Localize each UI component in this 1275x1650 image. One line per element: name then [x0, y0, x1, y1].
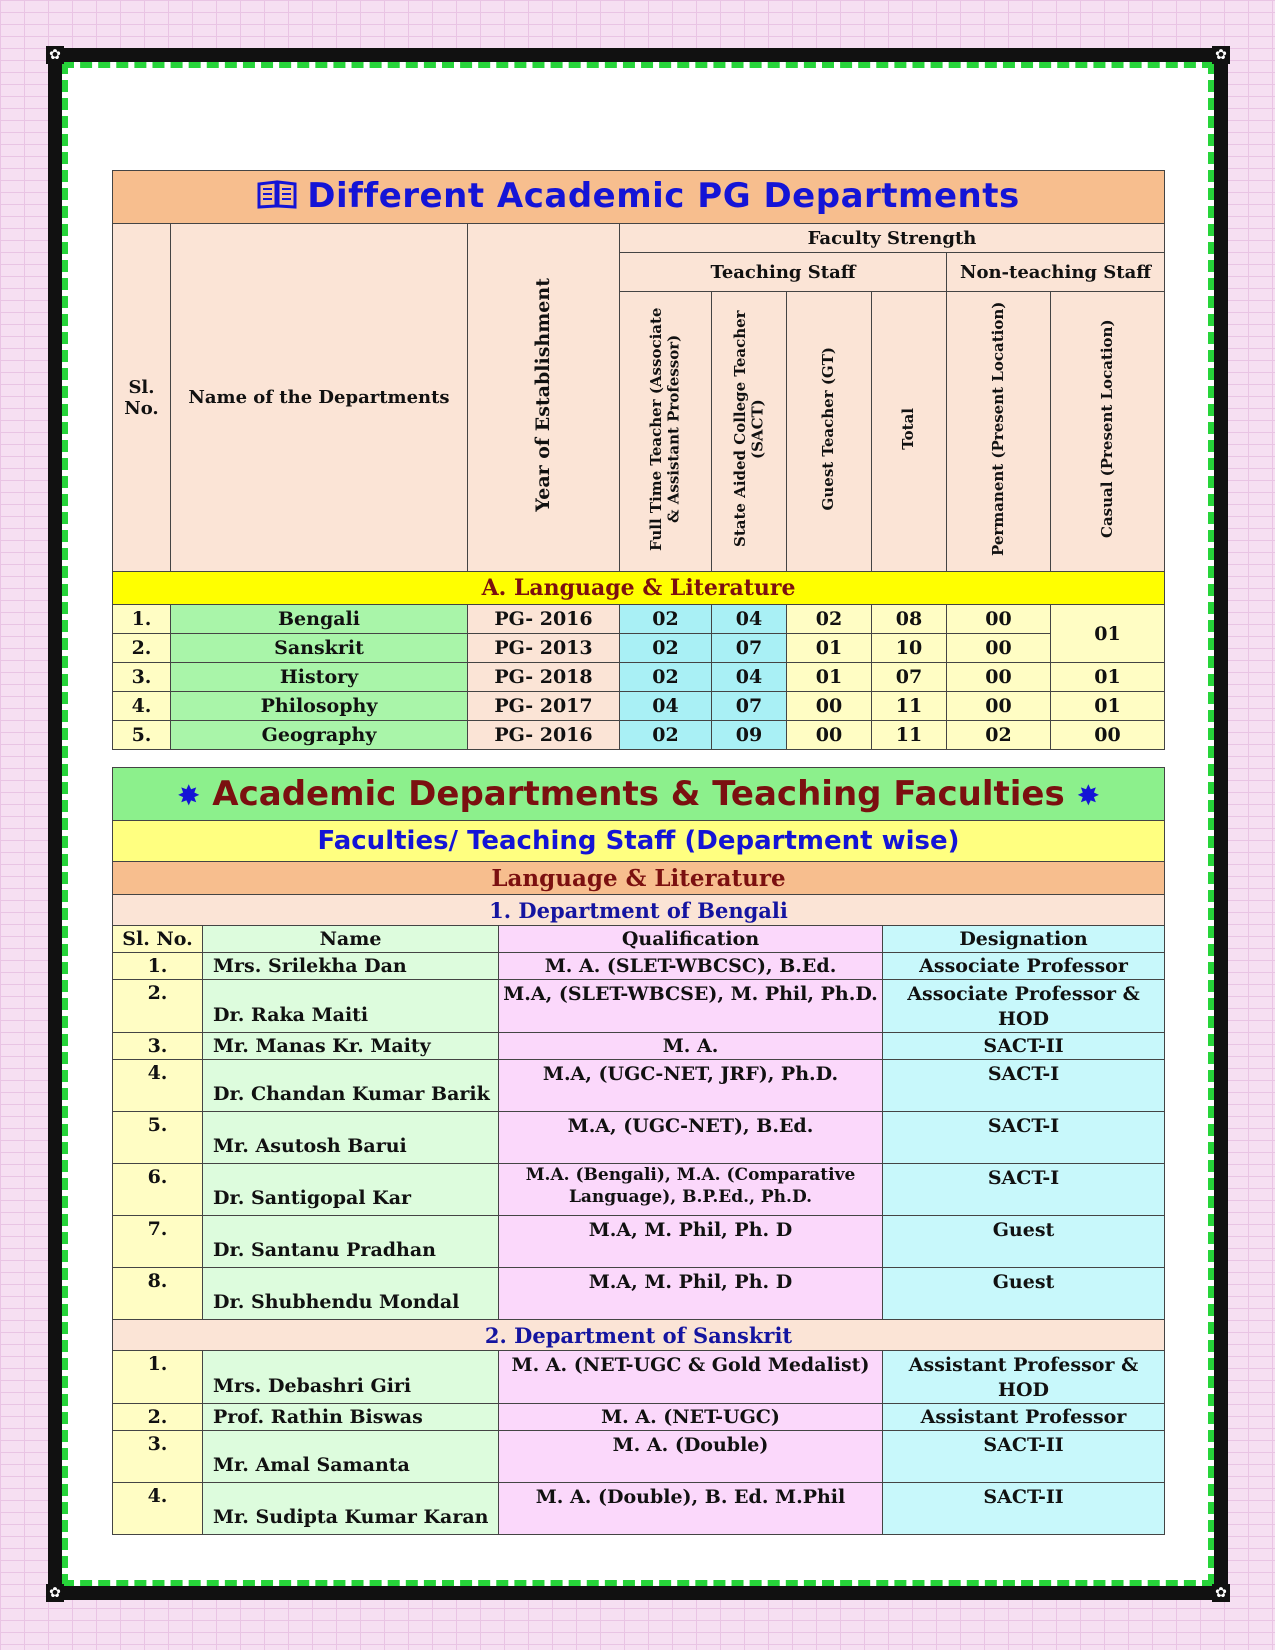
faculty-name: Dr. Chandan Kumar Barik — [203, 1060, 499, 1112]
pg-departments-title-text: Different Academic PG Departments — [307, 176, 1020, 217]
row-sl: 5. — [113, 721, 171, 750]
corner-ornament-icon: ✿ — [46, 46, 64, 64]
row-permanent: 00 — [947, 692, 1051, 721]
row-total: 10 — [872, 634, 947, 663]
department-sanskrit-title: 2. Department of Sanskrit — [113, 1320, 1165, 1351]
faculty-qualification: M.A. (Bengali), M.A. (Comparative Language), B.P.Ed., Ph.D. — [499, 1164, 883, 1216]
header-name: Name — [203, 926, 499, 953]
faculty-designation: Assistant Professor & HOD — [883, 1351, 1165, 1404]
header-permanent — [947, 292, 1051, 572]
table-row — [113, 1268, 1165, 1320]
table-row — [113, 1216, 1165, 1268]
faculty-qualification: M.A, M. Phil, Ph. D — [499, 1216, 883, 1268]
faculty-name: Dr. Raka Maiti — [203, 980, 499, 1033]
faculty-name: Prof. Rathin Biswas — [203, 1404, 499, 1431]
table-row — [113, 1164, 1165, 1216]
header-casual-text: Casual (Present Location) — [1097, 319, 1116, 539]
row-full-time: 02 — [620, 721, 712, 750]
faculty-name: Mr. Asutosh Barui — [203, 1112, 499, 1164]
row-casual: 01 — [1051, 692, 1165, 721]
row-sact: 07 — [712, 692, 787, 721]
corner-ornament-icon: ✿ — [1212, 46, 1230, 64]
header-qualification: Qualification — [499, 926, 883, 953]
row-sact: 07 — [712, 634, 787, 663]
faculty-designation: Guest — [883, 1216, 1165, 1268]
row-department: Geography — [171, 721, 468, 750]
row-department: Bengali — [171, 605, 468, 634]
corner-ornament-icon: ✿ — [1212, 1584, 1230, 1602]
row-sact: 04 — [712, 663, 787, 692]
faculty-sl: 8. — [113, 1268, 203, 1320]
faculty-designation: SACT-II — [883, 1483, 1165, 1535]
faculty-sl: 7. — [113, 1216, 203, 1268]
row-full-time: 04 — [620, 692, 712, 721]
table-row — [113, 1033, 1165, 1060]
header-full-time — [620, 292, 712, 572]
row-full-time: 02 — [620, 605, 712, 634]
header-permanent-text: Permanent (Present Location) — [988, 301, 1007, 557]
book-icon — [257, 178, 297, 218]
faculty-qualification: M.A, M. Phil, Ph. D — [499, 1268, 883, 1320]
row-department: Sanskrit — [171, 634, 468, 663]
faculty-sl: 2. — [113, 1404, 203, 1431]
faculty-qualification: M. A. (NET-UGC & Gold Medalist) — [499, 1351, 883, 1404]
header-guest — [787, 292, 872, 572]
row-permanent: 02 — [947, 721, 1051, 750]
faculty-qualification: M.A, (UGC-NET, JRF), Ph.D. — [499, 1060, 883, 1112]
row-sact: 09 — [712, 721, 787, 750]
row-permanent: 00 — [947, 634, 1051, 663]
table-row — [113, 1431, 1165, 1483]
star-icon: ✸ — [1076, 779, 1101, 812]
row-department: History — [171, 663, 468, 692]
table-row — [113, 1483, 1165, 1535]
faculties-main-title — [113, 768, 1165, 821]
table-row — [113, 953, 1165, 980]
row-full-time: 02 — [620, 634, 712, 663]
table-row — [113, 1404, 1165, 1431]
section-language-literature: A. Language & Literature — [113, 572, 1165, 605]
faculty-designation: Associate Professor — [883, 953, 1165, 980]
row-total: 11 — [872, 692, 947, 721]
header-total — [872, 292, 947, 572]
table-row — [113, 1351, 1165, 1404]
row-sact: 04 — [712, 605, 787, 634]
header-designation: Designation — [883, 926, 1165, 953]
header-sact-text: State Aided College Teacher (SACT) — [730, 310, 766, 548]
faculty-name: Mr. Sudipta Kumar Karan — [203, 1483, 499, 1535]
row-casual: 01 — [1051, 605, 1165, 663]
row-sl: 4. — [113, 692, 171, 721]
header-sl-no: Sl. No. — [113, 926, 203, 953]
faculty-designation: SACT-I — [883, 1060, 1165, 1112]
row-permanent: 00 — [947, 663, 1051, 692]
table-row — [113, 605, 1165, 634]
faculty-qualification: M. A. — [499, 1033, 883, 1060]
faculty-qualification: M. A. (NET-UGC) — [499, 1404, 883, 1431]
faculty-name: Mr. Amal Samanta — [203, 1431, 499, 1483]
faculty-qualification: M. A. (Double) — [499, 1431, 883, 1483]
header-nonteaching-staff: Non-teaching Staff — [947, 253, 1165, 292]
faculty-qualification: M. A. (Double), B. Ed. M.Phil — [499, 1483, 883, 1535]
faculty-designation: SACT-I — [883, 1112, 1165, 1164]
row-year: PG- 2018 — [468, 663, 620, 692]
row-guest: 00 — [787, 721, 872, 750]
faculty-designation: Assistant Professor — [883, 1404, 1165, 1431]
faculty-sl: 1. — [113, 1351, 203, 1404]
faculty-sl: 1. — [113, 953, 203, 980]
row-total: 07 — [872, 663, 947, 692]
row-guest: 02 — [787, 605, 872, 634]
row-year: PG- 2013 — [468, 634, 620, 663]
faculty-sl: 3. — [113, 1431, 203, 1483]
faculties-main-title-text: Academic Departments & Teaching Faculties — [212, 774, 1065, 814]
table-row — [113, 663, 1165, 692]
row-total: 08 — [872, 605, 947, 634]
faculty-qualification: M. A. (SLET-WBCSC), B.Ed. — [499, 953, 883, 980]
row-sl: 2. — [113, 634, 171, 663]
department-bengali-title: 1. Department of Bengali — [113, 895, 1165, 926]
row-guest: 00 — [787, 692, 872, 721]
faculty-name: Mrs. Srilekha Dan — [203, 953, 499, 980]
header-department-name: Name of the Departments — [171, 224, 468, 572]
row-casual: 00 — [1051, 721, 1165, 750]
faculty-sl: 6. — [113, 1164, 203, 1216]
row-year: PG- 2016 — [468, 605, 620, 634]
faculty-designation: SACT-I — [883, 1164, 1165, 1216]
table-row — [113, 634, 1165, 663]
corner-ornament-icon: ✿ — [46, 1584, 64, 1602]
header-sl-no: Sl. No. — [113, 224, 171, 572]
header-faculty-strength: Faculty Strength — [620, 224, 1165, 253]
pg-departments-title — [113, 171, 1165, 224]
row-sl: 3. — [113, 663, 171, 692]
faculty-designation: Guest — [883, 1268, 1165, 1320]
faculty-name: Mrs. Debashri Giri — [203, 1351, 499, 1404]
faculties-section: Language & Literature — [113, 862, 1165, 895]
faculty-designation: SACT-II — [883, 1033, 1165, 1060]
header-guest-text: Guest Teacher (GT) — [819, 347, 838, 511]
faculty-name: Dr. Santanu Pradhan — [203, 1216, 499, 1268]
faculty-sl: 2. — [113, 980, 203, 1033]
header-sact — [712, 292, 787, 572]
faculties-subtitle: Faculties/ Teaching Staff (Department wise) — [113, 821, 1165, 862]
row-sl: 1. — [113, 605, 171, 634]
row-year: PG- 2017 — [468, 692, 620, 721]
teaching-faculty-table — [112, 767, 1165, 1535]
faculty-qualification: M.A, (SLET-WBCSE), M. Phil, Ph.D. — [499, 980, 883, 1033]
header-year — [468, 224, 620, 572]
table-row — [113, 1060, 1165, 1112]
header-teaching-staff: Teaching Staff — [620, 253, 947, 292]
row-total: 11 — [872, 721, 947, 750]
faculty-designation: SACT-II — [883, 1431, 1165, 1483]
row-department: Philosophy — [171, 692, 468, 721]
header-casual — [1051, 292, 1165, 572]
header-full-time-text: Full Time Teacher (Associate & Assistant Professor) — [647, 307, 683, 551]
table-row — [113, 692, 1165, 721]
faculty-name: Mr. Manas Kr. Maity — [203, 1033, 499, 1060]
faculty-name: Dr. Santigopal Kar — [203, 1164, 499, 1216]
faculty-sl: 4. — [113, 1060, 203, 1112]
faculty-sl: 4. — [113, 1483, 203, 1535]
row-casual: 01 — [1051, 663, 1165, 692]
faculty-sl: 3. — [113, 1033, 203, 1060]
row-full-time: 02 — [620, 663, 712, 692]
table-row — [113, 721, 1165, 750]
faculty-designation: Associate Professor & HOD — [883, 980, 1165, 1033]
row-guest: 01 — [787, 634, 872, 663]
faculty-qualification: M.A, (UGC-NET), B.Ed. — [499, 1112, 883, 1164]
header-total-text: Total — [899, 408, 918, 450]
table-row — [113, 980, 1165, 1033]
row-permanent: 00 — [947, 605, 1051, 634]
faculty-sl: 5. — [113, 1112, 203, 1164]
table-row — [113, 1112, 1165, 1164]
row-year: PG- 2016 — [468, 721, 620, 750]
faculty-name: Dr. Shubhendu Mondal — [203, 1268, 499, 1320]
pg-departments-table — [112, 170, 1165, 750]
row-guest: 01 — [787, 663, 872, 692]
header-year-text: Year of Establishment — [531, 278, 554, 512]
star-icon: ✸ — [176, 779, 201, 812]
